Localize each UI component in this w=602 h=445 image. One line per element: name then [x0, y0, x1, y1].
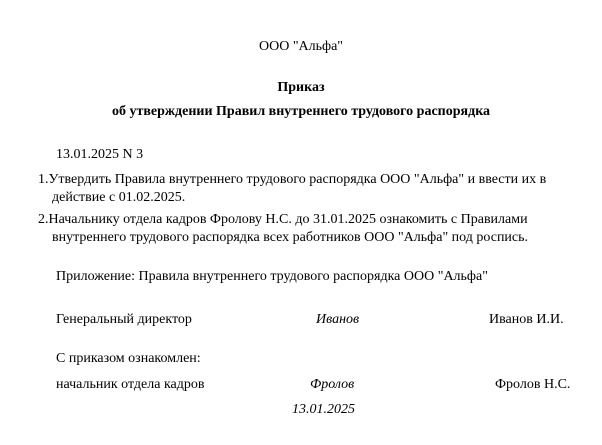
- attachment-line: Приложение: Правила внутреннего трудового распорядка ООО "Альфа": [56, 269, 488, 284]
- hr-head-position: начальник отдела кадров: [56, 377, 205, 392]
- director-position: Генеральный директор: [56, 312, 192, 327]
- document-subject-title: об утверждении Правил внутреннего трудового распорядка: [111, 104, 491, 119]
- hr-head-acknowledgement-date: 13.01.2025: [292, 402, 355, 417]
- director-signature: Иванов: [316, 312, 360, 327]
- order-item-1-line-2: действие с 01.02.2025.: [52, 190, 186, 205]
- order-item-2-line-1: 2.Начальнику отдела кадров Фролову Н.С. до 31.01.2025 ознакомить с Правилами: [38, 212, 528, 227]
- document-type-title: Приказ: [277, 80, 325, 95]
- document-date-number: 13.01.2025 N 3: [56, 147, 144, 162]
- hr-head-signature: Фролов: [310, 377, 355, 392]
- organization-name: ООО "Альфа": [258, 39, 344, 54]
- order-item-2-line-2: внутреннего трудового распорядка всех работников ООО "Альфа" под роспись.: [52, 230, 529, 245]
- director-name: Иванов И.И.: [489, 312, 564, 327]
- acknowledged-label: С приказом ознакомлен:: [56, 351, 201, 366]
- hr-head-name: Фролов Н.С.: [495, 377, 571, 392]
- order-item-1-line-1: 1.Утвердить Правила внутреннего трудового распорядка ООО "Альфа" и ввести их в: [38, 172, 547, 187]
